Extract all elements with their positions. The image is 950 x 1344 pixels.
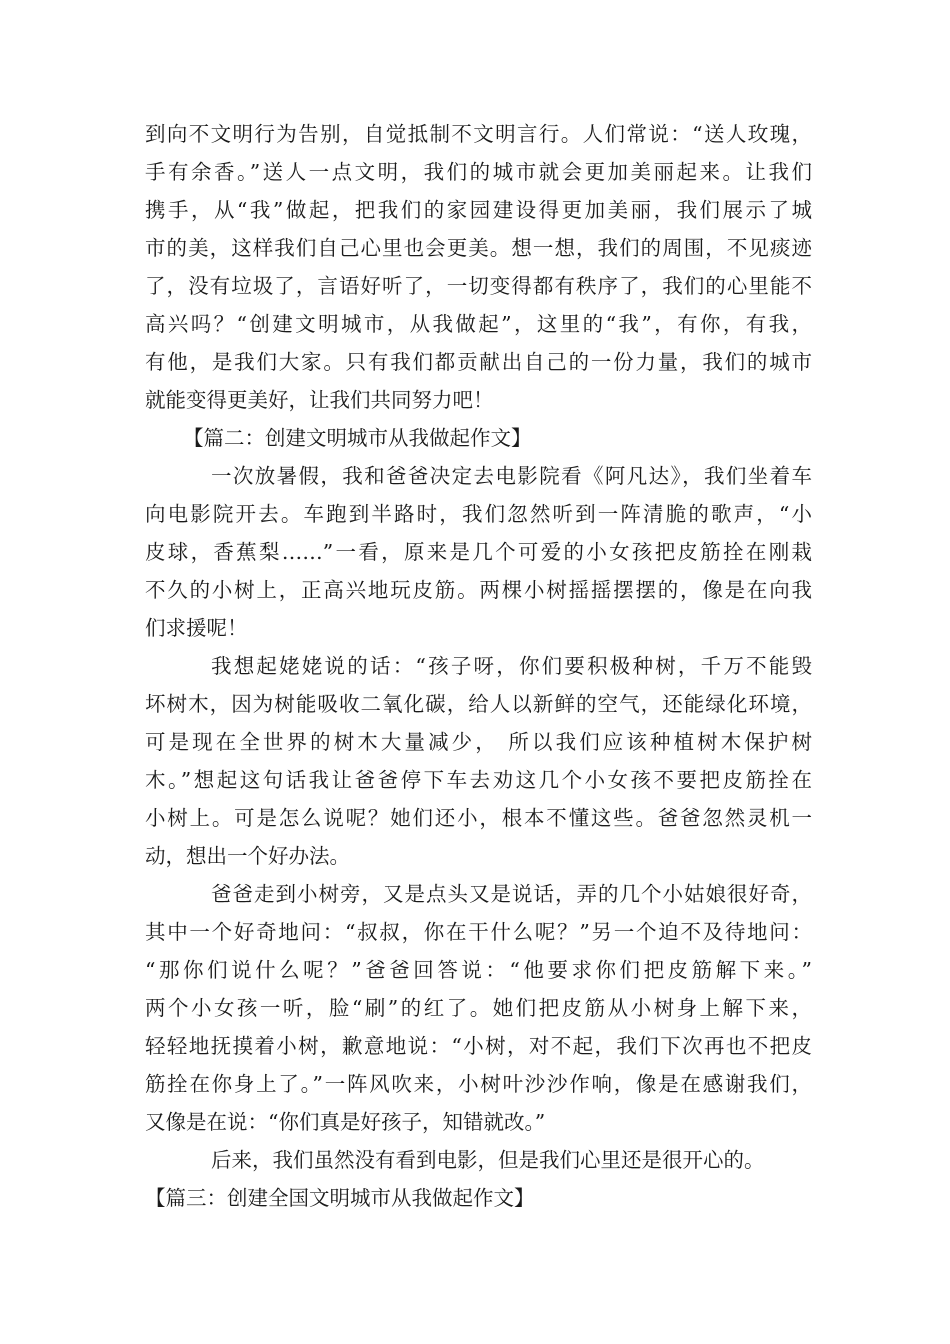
text-line: 不久的小树上，正高兴地玩皮筋。两棵小树摇摇摆摆的，像是在向我	[145, 578, 812, 602]
text-line: 木。”想起这句话我让爸爸停下车去劝这几个小女孩不要把皮筋拴在	[145, 768, 812, 792]
text-line: 高兴吗？“创建文明城市，从我做起”，这里的“我”，有你，有我，	[145, 312, 812, 336]
text-line: 可是现在全世界的树木大量减少， 所以我们应该种植树木保护树	[145, 730, 812, 754]
text-line: 市的美，这样我们自己心里也会更美。想一想，我们的周围，不见痰迹	[145, 236, 812, 260]
text-line: 爸爸走到小树旁，又是点头又是说话，弄的几个小姑娘很好奇，	[211, 882, 812, 906]
text-line: “那你们说什么呢？”爸爸回答说：“他要求你们把皮筋解下来。”	[145, 958, 812, 982]
text-line: 我想起姥姥说的话：“孩子呀，你们要积极种树，千万不能毁	[211, 654, 812, 678]
text-line: 们求援呢！	[145, 616, 248, 640]
section-heading: 【篇三：创建全国文明城市从我做起作文】	[145, 1186, 535, 1210]
text-line: 小树上。可是怎么说呢？她们还小，根本不懂这些。爸爸忽然灵机一	[145, 806, 812, 830]
text-line: 轻轻地抚摸着小树，歉意地说：“小树，对不起，我们下次再也不把皮	[145, 1034, 812, 1058]
text-line: 坏树木，因为树能吸收二氧化碳，给人以新鲜的空气，还能绿化环境，	[145, 692, 812, 716]
text-line: 到向不文明行为告别，自觉抵制不文明言行。人们常说：“送人玫瑰，	[145, 122, 812, 146]
text-line: 又像是在说：“你们真是好孩子，知错就改。”	[145, 1110, 546, 1134]
text-line: 手有余香。”送人一点文明，我们的城市就会更加美丽起来。让我们	[145, 160, 812, 184]
text-line: 其中一个好奇地问：“叔叔，你在干什么呢？”另一个迫不及待地问：	[145, 920, 812, 944]
text-line: 两个小女孩一听，脸“刷”的红了。她们把皮筋从小树身上解下来，	[145, 996, 812, 1020]
text-line: 就能变得更美好，让我们共同努力吧！	[145, 388, 494, 412]
text-line: 携手，从“我”做起，把我们的家园建设得更加美丽，我们展示了城	[145, 198, 812, 222]
document-body	[145, 115, 812, 1217]
text-line: 一次放暑假，我和爸爸决定去电影院看《阿凡达》，我们坐着车	[211, 464, 812, 488]
text-line: 筋拴在你身上了。”一阵风吹来，小树叶沙沙作响，像是在感谢我们，	[145, 1072, 812, 1096]
text-line: 有他，是我们大家。只有我们都贡献出自己的一份力量，我们的城市	[145, 350, 812, 374]
text-line: 动，想出一个好办法。	[145, 844, 350, 868]
section-heading: 【篇二：创建文明城市从我做起作文】	[183, 426, 532, 450]
text-line: 后来，我们虽然没有看到电影，但是我们心里还是很开心的。	[211, 1148, 765, 1172]
text-line: 皮球，香蕉梨……”一看，原来是几个可爱的小女孩把皮筋拴在刚栽	[145, 540, 812, 564]
text-line: 向电影院开去。车跑到半路时，我们忽然听到一阵清脆的歌声，“小	[145, 502, 812, 526]
text-line: 了，没有垃圾了，言语好听了，一切变得都有秩序了，我们的心里能不	[145, 274, 812, 298]
